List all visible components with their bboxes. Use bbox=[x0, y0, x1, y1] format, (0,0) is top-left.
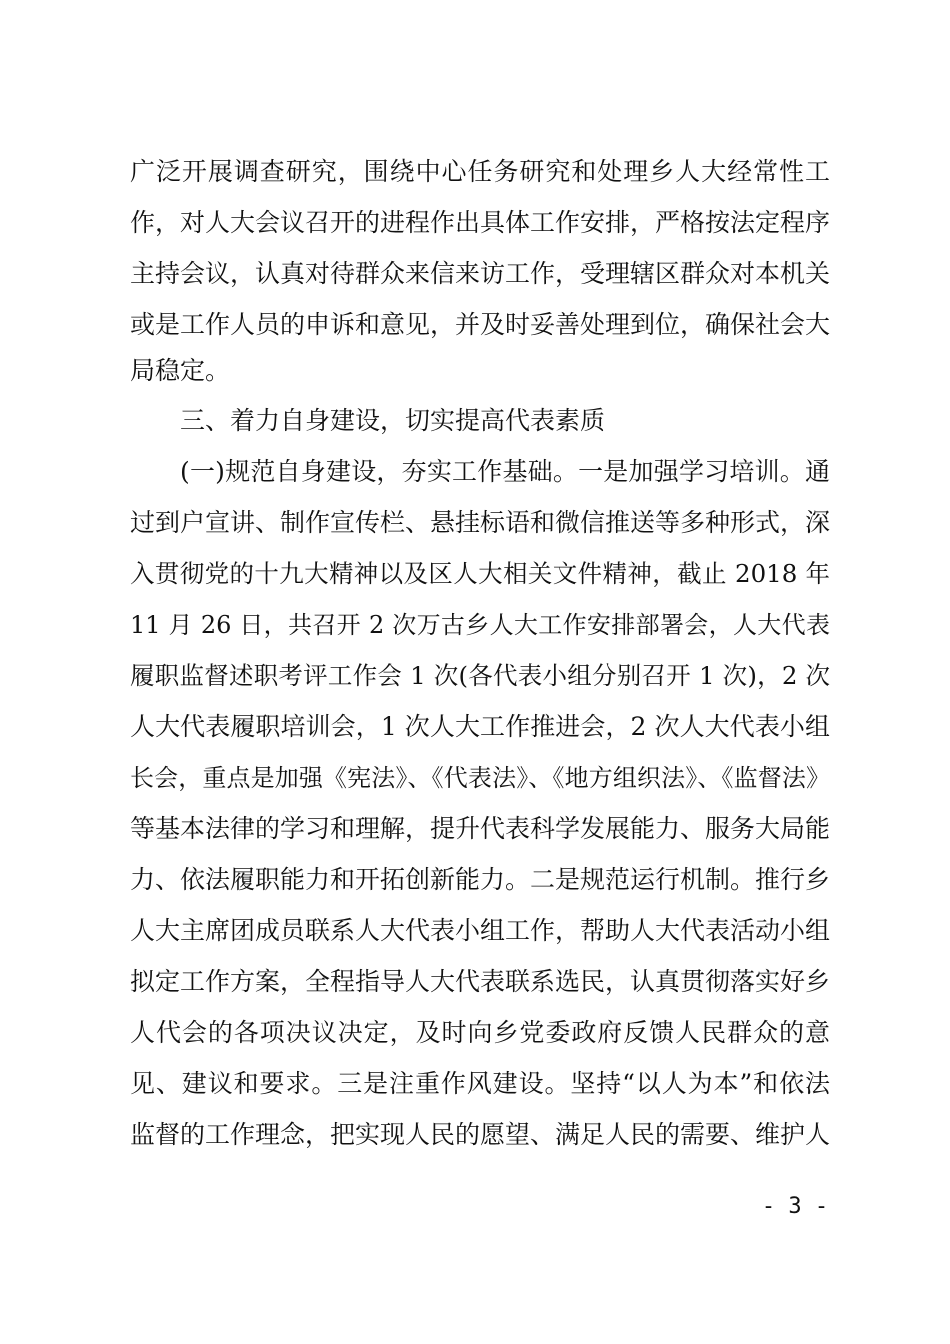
text-line-16: 人大主席团成员联系人大代表小组工作，帮助人大代表活动小组 bbox=[130, 916, 831, 945]
text-line-4: 或是工作人员的申诉和意见，并及时妥善处理到位，确保社会大 bbox=[130, 310, 831, 339]
text-line-17: 拟定工作方案，全程指导人大代表联系选民，认真贯彻落实好乡 bbox=[130, 967, 831, 996]
text-line-9: 入贯彻党的十九大精神以及区人大相关文件精神，截止 2018 年 bbox=[130, 559, 830, 588]
text-line-5: 局稳定。 bbox=[130, 356, 231, 385]
text-line-15: 力、依法履职能力和开拓创新能力。二是规范运行机制。推行乡 bbox=[130, 865, 831, 894]
text-line-12: 人大代表履职培训会，1 次人大工作推进会，2 次人大代表小组 bbox=[130, 712, 830, 741]
text-line-3: 主持会议，认真对待群众来信来访工作，受理辖区群众对本机关 bbox=[130, 259, 831, 288]
text-line-14: 等基本法律的学习和理解，提升代表科学发展能力、服务大局能 bbox=[130, 814, 831, 843]
text-line-11: 履职监督述职考评工作会 1 次(各代表小组分别召开 1 次)，2 次 bbox=[130, 661, 830, 690]
text-line-20: 监督的工作理念，把实现人民的愿望、满足人民的需要、维护人 bbox=[130, 1120, 831, 1149]
text-line-1: 广泛开展调查研究，围绕中心任务研究和处理乡人大经常性工 bbox=[130, 157, 830, 186]
text-line-2: 作，对人大会议召开的进程作出具体工作安排，严格按法定程序 bbox=[130, 208, 831, 237]
text-line-19: 见、建议和要求。三是注重作风建设。坚持“以人为本”和依法 bbox=[130, 1069, 830, 1098]
text-line-18: 人代会的各项决议决定，及时向乡党委政府反馈人民群众的意 bbox=[130, 1018, 830, 1047]
text-line-13: 长会，重点是加强《宪法》、《代表法》、《地方组织法》、《监督法》 bbox=[130, 764, 830, 792]
text-line-8: 过到户宣讲、制作宣传栏、悬挂标语和微信推送等多种形式，深 bbox=[130, 508, 831, 537]
page-number: - 3 - bbox=[761, 1194, 829, 1219]
subsection-first-line: (一)规范自身建设，夯实工作基础。一是加强学习培训。通 bbox=[180, 457, 830, 486]
section-heading: 三、着力自身建设，切实提高代表素质 bbox=[180, 406, 606, 435]
text-line-10: 11 月 26 日，共召开 2 次万古乡人大工作安排部署会，人大代表 bbox=[130, 611, 830, 639]
